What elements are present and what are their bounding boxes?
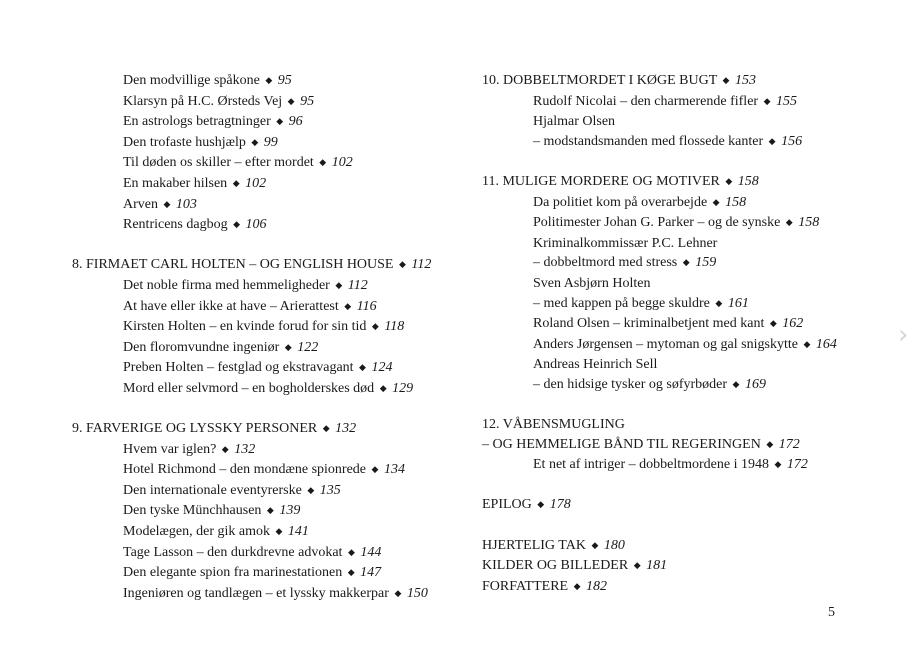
diamond-separator-icon: ◆ [766, 438, 774, 449]
toc-subentry [482, 253, 882, 274]
chevron-right-icon[interactable]: › [898, 320, 909, 350]
diamond-separator-icon: ◆ [221, 443, 229, 454]
toc-entry-title: FORFATTERE [482, 578, 569, 594]
toc-entry-title: – dobbeltmord med stress [533, 255, 678, 271]
toc-page-number: 150 [406, 585, 428, 601]
toc-page-number: 135 [319, 482, 341, 498]
toc-right-column [482, 71, 882, 597]
toc-page-number: 102 [331, 155, 353, 171]
toc-entry-title: At have eller ikke at have – Arierattest [123, 298, 339, 314]
toc-entry-title: En makaber hilsen [123, 175, 228, 191]
toc-entry-title: Kirsten Holten – en kvinde forud for sin tid [123, 319, 367, 335]
toc-entry-title: Rentricens dagbog [123, 217, 228, 233]
toc-subentry [72, 338, 472, 359]
toc-subentry [482, 213, 882, 234]
blank-line [72, 236, 472, 256]
toc-page-number: 180 [603, 537, 625, 553]
toc-entry-title: Kriminalkommissær P.C. Lehner [533, 235, 718, 251]
toc-subentry [72, 276, 472, 297]
blank-line [482, 152, 882, 172]
toc-entry-title: Sven Asbjørn Holten [533, 275, 651, 291]
toc-subentry [482, 193, 882, 214]
toc-entry-title: EPILOG [482, 497, 532, 513]
diamond-separator-icon: ◆ [233, 219, 241, 230]
toc-entry-title: KILDER OG BILLEDER [482, 558, 629, 574]
diamond-separator-icon: ◆ [803, 338, 811, 349]
diamond-separator-icon: ◆ [287, 95, 295, 106]
toc-subentry [482, 294, 882, 315]
toc-chapter-heading [482, 435, 882, 456]
diamond-separator-icon: ◆ [712, 196, 720, 207]
diamond-separator-icon: ◆ [379, 382, 387, 393]
toc-page-number: 164 [815, 336, 837, 352]
toc-entry-title: Anders Jørgensen – mytoman og gal snigskytte [533, 336, 798, 352]
toc-page-number: 182 [586, 578, 608, 594]
toc-subentry [72, 215, 472, 236]
toc-subentry [72, 501, 472, 522]
toc-entry-title: 11. MULIGE MORDERE OG MOTIVER [482, 173, 720, 189]
toc-page-number: 124 [371, 360, 393, 376]
toc-subentry [482, 112, 882, 132]
diamond-separator-icon: ◆ [591, 539, 599, 550]
toc-page-number: 132 [335, 421, 357, 437]
diamond-separator-icon: ◆ [322, 423, 330, 434]
toc-page-number: 106 [245, 217, 267, 233]
diamond-separator-icon: ◆ [265, 75, 273, 85]
toc-subentry [72, 481, 472, 502]
diamond-separator-icon: ◆ [633, 560, 641, 571]
toc-entry-title: Den internationale eventyrerske [123, 482, 302, 498]
toc-entry-title: Den elegante spion fra marinestationen [123, 565, 343, 581]
toc-subentry [482, 92, 882, 113]
toc-entry-title: Den tyske Münchhausen [123, 503, 262, 519]
diamond-separator-icon: ◆ [785, 217, 793, 228]
toc-page-number: 118 [384, 319, 405, 335]
toc-page-number: 156 [781, 133, 803, 149]
toc-subentry [72, 522, 472, 543]
toc-entry-title: Hjalmar Olsen [533, 114, 616, 130]
toc-entry-title: – med kappen på begge skuldre [533, 295, 710, 311]
diamond-separator-icon: ◆ [537, 499, 545, 510]
diamond-separator-icon: ◆ [275, 526, 283, 537]
toc-entry-title: Roland Olsen – kriminalbetjent med kant [533, 316, 765, 332]
toc-page-number: 95 [300, 93, 315, 109]
toc-subentry [72, 153, 472, 174]
toc-entry-title: Hvem var iglen? [123, 441, 217, 457]
toc-chapter-heading [72, 419, 472, 440]
toc-page-number: 162 [782, 316, 804, 332]
toc-page-number: 158 [737, 173, 759, 189]
toc-page-number: 153 [734, 73, 756, 88]
diamond-separator-icon: ◆ [399, 259, 406, 270]
toc-entry-title: Politimester Johan G. Parker – og de synske [533, 215, 781, 231]
toc-page-number: 129 [392, 380, 414, 396]
toc-chapter-heading [482, 495, 882, 516]
blank-line [482, 516, 882, 536]
toc-left-column [72, 71, 472, 604]
toc-page-number: 96 [288, 114, 303, 130]
toc-chapter-heading [482, 577, 882, 598]
toc-page-number: 172 [778, 436, 800, 452]
toc-subentry [72, 584, 472, 605]
toc-subentry [72, 379, 472, 400]
blank-line [72, 400, 472, 420]
toc-entry-title: Preben Holten – festglad og ekstravagant [123, 360, 354, 376]
toc-entry-title: Rudolf Nicolai – den charmerende fifler [533, 93, 759, 109]
toc-subentry [72, 174, 472, 195]
diamond-separator-icon: ◆ [371, 321, 379, 332]
toc-entry-title: – den hidsige tysker og søfyrbøder [533, 376, 728, 392]
toc-page-number: 172 [786, 457, 808, 473]
toc-subentry [72, 317, 472, 338]
diamond-separator-icon: ◆ [725, 175, 733, 186]
diamond-separator-icon: ◆ [307, 484, 315, 495]
toc-subentry [72, 440, 472, 461]
toc-page-number: 147 [360, 565, 382, 581]
toc-page-number: 112 [347, 277, 368, 293]
toc-page-number: 102 [245, 175, 267, 191]
toc-entry-title: Til døden os skiller – efter mordet [123, 155, 314, 171]
toc-page-number: 103 [175, 196, 197, 212]
toc-page-number: 134 [383, 462, 405, 478]
diamond-separator-icon: ◆ [359, 362, 366, 373]
toc-entry-title: Et net af intriger – dobbeltmordene i 1948 [533, 457, 769, 473]
toc-entry-title: Den modvillige spåkone [123, 73, 260, 88]
diamond-separator-icon: ◆ [276, 116, 284, 127]
diamond-separator-icon: ◆ [347, 546, 355, 557]
toc-entry-title: 9. FARVERIGE OG LYSSKY PERSONER [72, 421, 318, 437]
toc-chapter-heading [482, 536, 882, 557]
toc-entry-title: Andreas Heinrich Sell [533, 357, 658, 373]
diamond-separator-icon: ◆ [722, 75, 730, 85]
diamond-separator-icon: ◆ [344, 300, 352, 311]
diamond-separator-icon: ◆ [732, 378, 740, 389]
toc-subentry [72, 460, 472, 481]
page-number: 5 [828, 605, 835, 620]
toc-page-number: 144 [360, 544, 382, 560]
toc-page-number: 158 [798, 215, 820, 231]
blank-line [482, 396, 882, 416]
diamond-separator-icon: ◆ [774, 459, 782, 470]
toc-subentry [72, 297, 472, 318]
toc-entry-title: 12. VÅBENSMUGLING [482, 417, 625, 433]
toc-entry-title: Den trofaste hushjælp [123, 134, 246, 150]
diamond-separator-icon: ◆ [573, 580, 581, 591]
toc-subentry [72, 133, 472, 154]
diamond-separator-icon: ◆ [163, 198, 171, 209]
diamond-separator-icon: ◆ [763, 95, 771, 106]
toc-entry-title: Arven [123, 196, 158, 212]
toc-subentry [482, 455, 882, 476]
toc-chapter-heading [482, 172, 882, 193]
toc-entry-title: Tage Lasson – den durkdrevne advokat [123, 544, 343, 560]
toc-entry-title: Ingeniøren og tandlægen – et lyssky makkerpar [123, 585, 389, 601]
toc-subentry [72, 92, 472, 113]
toc-page-number: 155 [776, 93, 797, 109]
toc-entry-title: Den floromvundne ingeniør [123, 339, 280, 355]
toc-entry-title: – modstandsmanden med flossede kanter [533, 133, 764, 149]
toc-page-number: 95 [277, 73, 292, 88]
toc-entry-title: Mord eller selvmord – en bogholderskes død [123, 380, 375, 396]
diamond-separator-icon: ◆ [769, 318, 777, 329]
diamond-separator-icon: ◆ [335, 279, 343, 290]
diamond-separator-icon: ◆ [371, 464, 379, 475]
diamond-separator-icon: ◆ [715, 297, 723, 308]
toc-subentry [72, 112, 472, 133]
toc-page-number: 112 [411, 257, 432, 273]
toc-page-number: 169 [744, 376, 766, 392]
toc-subentry [482, 355, 882, 375]
toc-entry-title: Modelægen, der gik amok [123, 524, 270, 540]
toc-subentry [482, 314, 882, 335]
toc-subentry [72, 358, 472, 379]
toc-page-number: 161 [727, 295, 749, 311]
toc-subentry [72, 71, 472, 92]
toc-entry-title: – OG HEMMELIGE BÅND TIL REGERINGEN [482, 436, 761, 452]
toc-entry-title: 8. FIRMAET CARL HOLTEN – OG ENGLISH HOUSE [72, 257, 394, 273]
toc-page-number: 181 [646, 558, 668, 574]
toc-page-number: 116 [356, 298, 377, 314]
toc-page-number: 139 [279, 503, 301, 519]
toc-subentry [482, 132, 882, 153]
toc-subentry [482, 274, 882, 294]
toc-entry-title: 10. DOBBELTMORDET I KØGE BUGT [482, 73, 718, 88]
toc-entry-title: Det noble firma med hemmeligheder [123, 277, 330, 293]
diamond-separator-icon: ◆ [682, 257, 690, 268]
toc-page-number: 158 [725, 194, 747, 210]
toc-chapter-heading [482, 415, 882, 435]
toc-entry-title: Klarsyn på H.C. Ørsteds Vej [123, 93, 283, 109]
diamond-separator-icon: ◆ [768, 135, 776, 146]
toc-subentry [72, 195, 472, 216]
toc-subentry [482, 234, 882, 254]
toc-page-number: 132 [234, 441, 256, 457]
toc-entry-title: Da politiet kom på overarbejde [533, 194, 708, 210]
toc-chapter-heading [72, 255, 472, 276]
toc-subentry [482, 335, 882, 356]
toc-page-number: 178 [549, 497, 571, 513]
toc-page-number: 122 [297, 339, 319, 355]
toc-page-number: 141 [287, 524, 309, 540]
toc-page-number: 99 [263, 134, 278, 150]
toc-entry-title: En astrologs betragtninger [123, 114, 271, 130]
diamond-separator-icon: ◆ [251, 136, 259, 147]
toc-chapter-heading [482, 71, 882, 92]
diamond-separator-icon: ◆ [347, 567, 355, 578]
diamond-separator-icon: ◆ [284, 341, 292, 352]
blank-line [482, 476, 882, 496]
toc-subentry [72, 563, 472, 584]
toc-page-number: 159 [695, 255, 717, 271]
toc-chapter-heading [482, 556, 882, 577]
diamond-separator-icon: ◆ [266, 505, 274, 516]
toc-subentry [482, 375, 882, 396]
toc-entry-title: HJERTELIG TAK [482, 537, 586, 553]
diamond-separator-icon: ◆ [232, 177, 240, 188]
diamond-separator-icon: ◆ [394, 587, 402, 598]
diamond-separator-icon: ◆ [319, 157, 327, 168]
toc-subentry [72, 543, 472, 564]
toc-entry-title: Hotel Richmond – den mondæne spionrede [123, 462, 367, 478]
